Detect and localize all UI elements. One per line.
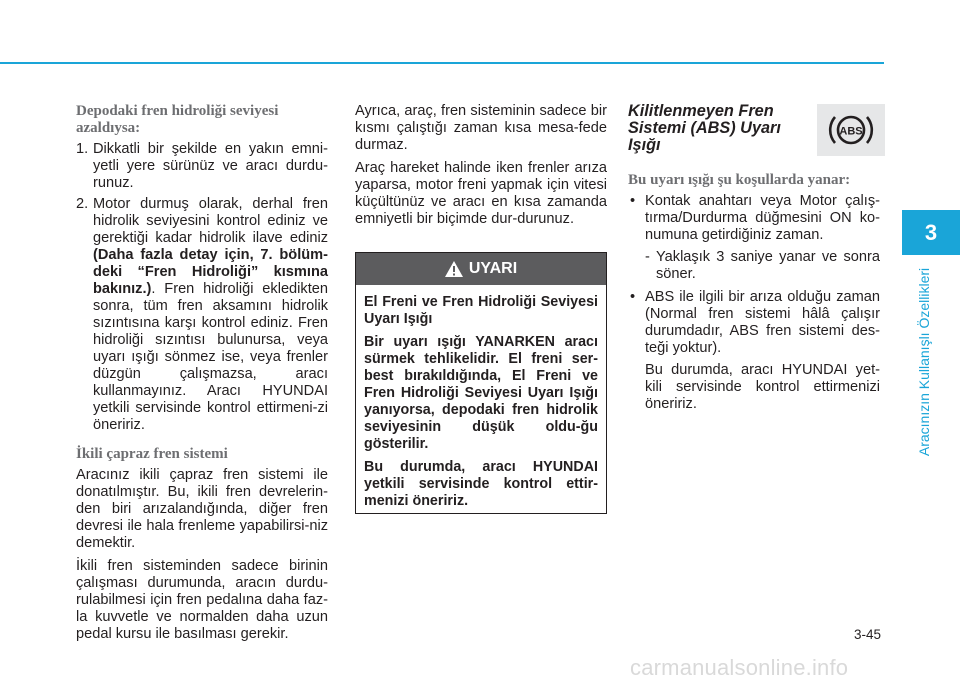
list-text: Motor durmuş olarak, derhal fren hidrolik seviyesini kontrol ediniz ve gerektiği kadar hidrolik ilave ediniz <box>93 196 328 246</box>
column-1 <box>76 103 328 649</box>
condition-heading: Bu uyarı ışığı şu koşullarda yanar: <box>628 172 851 188</box>
warning-title: El Freni ve Fren Hidroliği Seviyesi Uyarı Işığı <box>364 294 598 327</box>
bullet-item <box>628 289 880 357</box>
abs-icon-label: ABS <box>839 125 863 138</box>
chapter-title: Aracınızın Kullanışlı Özellikleri <box>916 267 932 457</box>
section-heading-dual-brake: İkili çapraz fren sistemi <box>76 446 228 462</box>
list-text-bold-reference: (Daha fazla detay için, 7. bölüm-deki “Fren Hidroliği” kısmına bakınız.) <box>93 247 328 297</box>
abs-warning-light-icon <box>823 108 879 152</box>
list-number: 1. <box>76 141 89 157</box>
bullet-text: ABS ile ilgili bir arıza olduğu zaman (Normal fren sistemi hâlâ çalışır durumdadır, ABS fren sistemi des-teği yoktur). <box>645 289 880 356</box>
list-item <box>76 196 328 434</box>
abs-section-title: Kilitlenmeyen Fren Sistemi (ABS) Uyarı Işığı <box>628 102 781 154</box>
warning-header <box>356 253 606 285</box>
bullet-icon: • <box>630 289 636 305</box>
list-text: Dikkatli bir şekilde en yakın emni-yetli yere sürünüz ve aracı durdu-runuz. <box>93 141 328 191</box>
warning-text: Bir uyarı ışığı YANARKEN aracı sürmek tehlikelidir. El freni ser-best bırakıldığında, El Freni ve Fren Hidroliği Seviyesi Uyarı Işığı yanıyorsa, depodaki fren hidrolik seviyesinin düşük oldu-ğu gösterilir. <box>364 334 598 452</box>
section-heading-low-fluid: Depodaki fren hidroliği seviyesi azaldıysa: <box>76 103 279 136</box>
chapter-tab <box>902 210 960 255</box>
list-text: . Fren hidroliği ekledikten sonra, tüm fren aksamını hidrolik sızıntısına karşı kontrol ediniz. Fren hidroliği sızıntısı bulunursa, veya uyarı ışığı sönmez ise, veya frenler düzgün çalışmazsa, aracı kullanmayınız. Aracı HYUNDAI yetkili servisinde kontrol ettirmeni-zi öneririz. <box>93 281 328 433</box>
warning-triangle-icon <box>445 261 463 277</box>
watermark: carmanualsonline.info <box>630 655 849 680</box>
dash-item <box>628 249 880 283</box>
column-2 <box>355 103 607 234</box>
dash-text: Yaklaşık 3 saniye yanar ve sonra söner. <box>656 249 880 282</box>
paragraph: Ayrıca, araç, fren sisteminin sadece bir kısmı çalıştığı zaman kısa mesa-fede durmaz. <box>355 103 607 153</box>
warning-text: Bu durumda, aracı HYUNDAI yetkili servisinde kontrol ettir-menizi öneririz. <box>364 459 598 509</box>
top-rule <box>0 62 884 64</box>
warning-label: UYARI <box>468 260 518 277</box>
page-number: 3-45 <box>854 627 882 642</box>
list-item <box>76 141 328 192</box>
paragraph: Aracınız ikili çapraz fren sistemi ile donatılmıştır. Bu, ikili fren devrelerin-den biri arızalandığında, diğer fren devresi ile hala frenleme yapabilirsi-niz demektir. <box>76 467 328 551</box>
paragraph: Araç hareket halinde iken frenler arıza yaparsa, motor freni yapmak için vitesi küçültünüz ve aracı en kısa zamanda emniyetli bir biçimde dur-durunuz. <box>355 160 607 227</box>
paragraph: İkili fren sisteminden sadece birinin çalışması durumunda, aracın durdu-rulabilmesi için fren pedalına daha faz-la kuvvetle ve normalden daha uzun pedal kursu ile basılması gerekir. <box>76 558 328 642</box>
warning-box <box>355 252 607 514</box>
bullet-icon: • <box>630 193 636 209</box>
chapter-title-vertical <box>914 262 934 462</box>
abs-warning-icon-box <box>817 104 885 156</box>
list-number: 2. <box>76 196 89 212</box>
dash-icon: - <box>645 249 650 265</box>
chapter-number: 3 <box>924 219 938 245</box>
bullet-item <box>628 193 880 244</box>
paragraph: Bu durumda, aracı HYUNDAI yet-kili servisinde kontrol ettirmenizi öneririz. <box>645 362 880 412</box>
warning-body <box>356 285 606 510</box>
bullet-text: Kontak anahtarı veya Motor çalış-tırma/Durdurma düğmesini ON ko-numuna getirdiğiniz zaman. <box>645 193 880 243</box>
